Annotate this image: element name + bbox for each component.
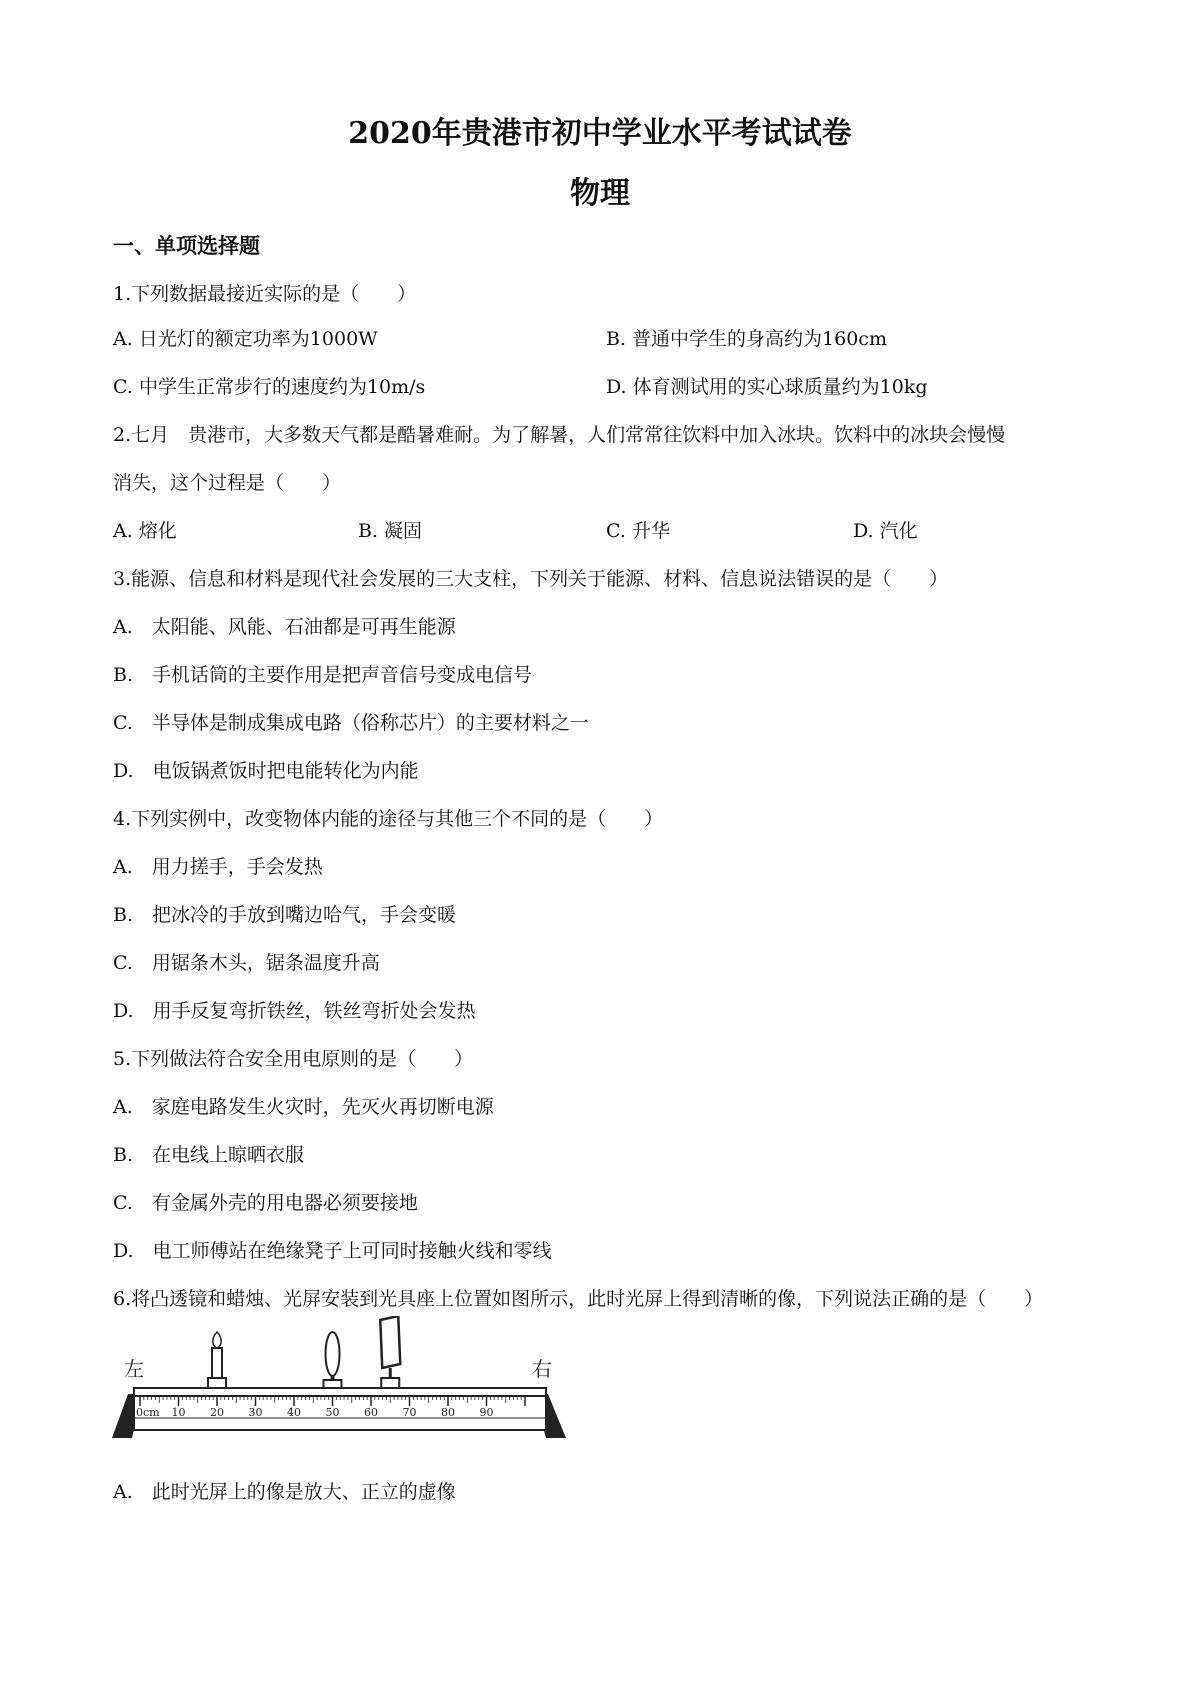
convex-lens — [324, 1332, 342, 1388]
question-5-option-a: A. 家庭电路发生火灾时，先灭火再切断电源 — [113, 1096, 494, 1118]
optical-bench-figure — [108, 1316, 578, 1458]
question-4-stem: 4.下列实例中，改变物体内能的途径与其他三个不同的是（ ） — [113, 808, 664, 830]
question-4-option-a: A. 用力搓手，手会发热 — [113, 856, 323, 878]
question-5-option-d: D. 电工师傅站在绝缘凳子上可同时接触火线和零线 — [113, 1240, 552, 1262]
question-2-stem-line1: 2.七月 贵港市，大多数天气都是酷暑难耐。为了解暑，人们常常往饮料中加入冰块。饮料中的冰块会慢慢 — [113, 424, 1006, 446]
scale-label: 80 — [441, 1406, 455, 1419]
question-1-option-d: D. 体育测试用的实心球质量约为10kg — [606, 376, 928, 398]
scale-label: 90 — [479, 1406, 494, 1419]
section-heading: 一、单项选择题 — [113, 233, 260, 258]
question-3-option-a: A. 太阳能、风能、石油都是可再生能源 — [113, 616, 456, 638]
question-1-stem: 1.下列数据最接近实际的是（ ） — [113, 283, 417, 305]
scale-label: 50 — [325, 1406, 340, 1419]
candle — [208, 1332, 226, 1388]
scale-label: 10 — [171, 1406, 186, 1419]
question-2-option-b: B. 凝固 — [358, 520, 423, 542]
question-2-option-a: A. 熔化 — [113, 520, 177, 542]
question-4-option-b: B. 把冰冷的手放到嘴边哈气，手会变暖 — [113, 904, 457, 926]
question-6-option-a: A. 此时光屏上的像是放大、正立的虚像 — [113, 1481, 456, 1503]
question-2-option-c: C. 升华 — [606, 520, 670, 542]
question-5-option-c: C. 有金属外壳的用电器必须要接地 — [113, 1192, 418, 1214]
question-3-option-d: D. 电饭锅煮饭时把电能转化为内能 — [113, 760, 419, 782]
question-5-option-b: B. 在电线上晾晒衣服 — [113, 1144, 305, 1166]
question-3-stem: 3.能源、信息和材料是现代社会发展的三大支柱，下列关于能源、材料、信息说法错误的是（ ） — [113, 568, 949, 590]
bench-rail-top — [134, 1388, 546, 1396]
scale-label: 60 — [364, 1406, 378, 1419]
question-2-option-d: D. 汽化 — [853, 520, 918, 542]
question-1-option-b: B. 普通中学生的身高约为160cm — [606, 328, 887, 350]
question-4-option-c: C. 用锯条木头，锯条温度升高 — [113, 952, 380, 974]
scale-label: 70 — [402, 1406, 417, 1419]
question-3-option-c: C. 半导体是制成集成电路（俗称芯片）的主要材料之一 — [113, 712, 589, 734]
scale-label: 0cm — [136, 1406, 160, 1419]
light-screen — [380, 1316, 400, 1388]
question-2-stem-line2: 消失，这个过程是（ ） — [113, 472, 342, 494]
left-label: 左 — [124, 1357, 144, 1381]
right-label: 右 — [532, 1357, 552, 1381]
question-1-option-c: C. 中学生正常步行的速度约为10m/s — [113, 376, 426, 398]
page-title: 2020年贵港市初中学业水平考试试卷 — [348, 116, 852, 151]
question-4-option-d: D. 用手反复弯折铁丝，铁丝弯折处会发热 — [113, 1000, 476, 1022]
scale-label: 30 — [248, 1406, 263, 1419]
question-3-option-b: B. 手机话筒的主要作用是把声音信号变成电信号 — [113, 664, 533, 686]
question-6-stem: 6.将凸透镜和蜡烛、光屏安装到光具座上位置如图所示，此时光屏上得到清晰的像，下列说法正确的是（ ） — [113, 1288, 1044, 1310]
page-subtitle: 物理 — [570, 176, 630, 211]
scale-label: 40 — [287, 1406, 301, 1419]
question-5-stem: 5.下列做法符合安全用电原则的是（ ） — [113, 1048, 474, 1070]
question-1-option-a: A. 日光灯的额定功率为1000W — [113, 328, 378, 350]
scale-label: 20 — [210, 1406, 224, 1419]
